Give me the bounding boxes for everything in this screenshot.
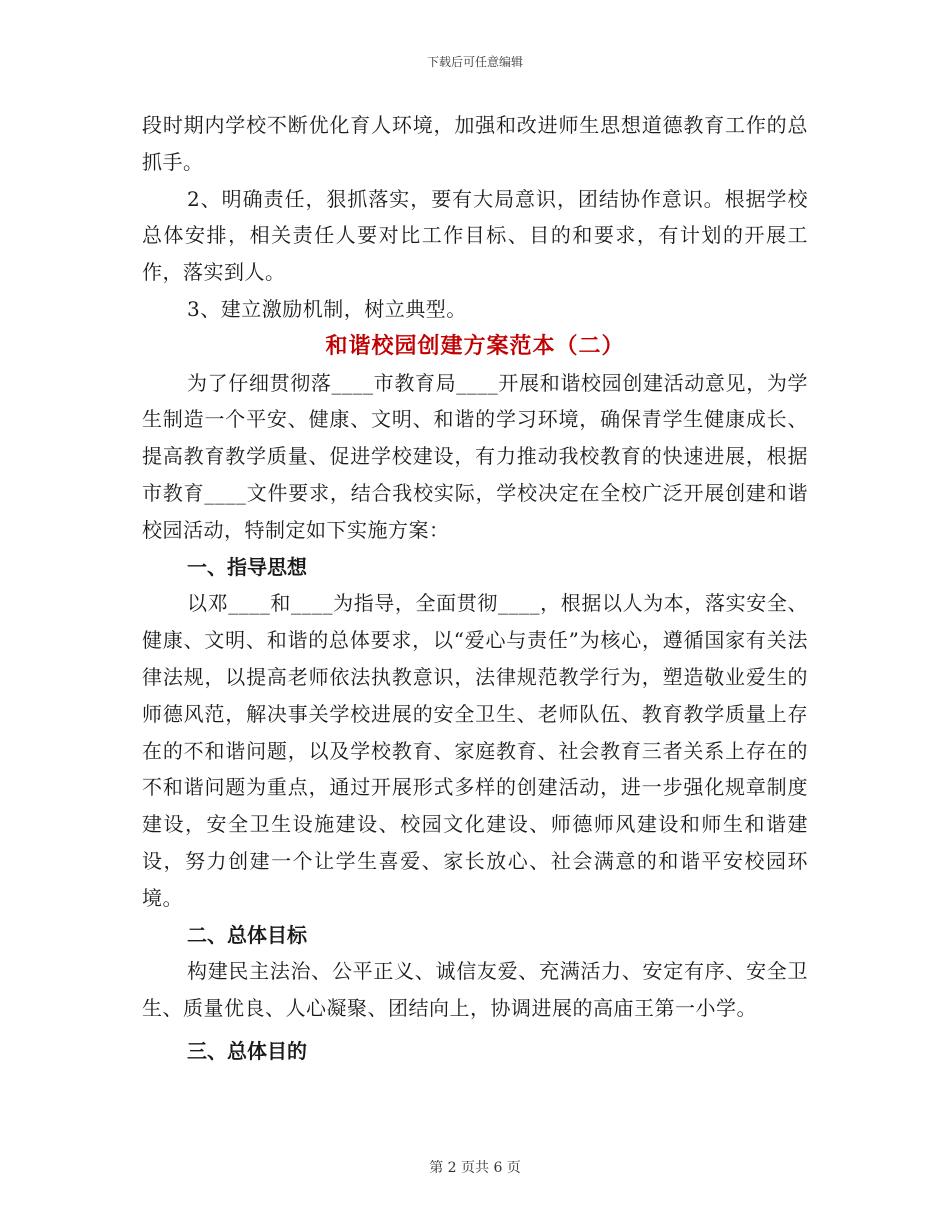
paragraph-item-3: 3、建立激励机制，树立典型。	[187, 296, 467, 321]
paragraph-continuation: 段时期内学校不断优化育人环境，加强和改进师生思想道德教育工作的总抓手。	[142, 113, 808, 174]
section-title: 和谐校园创建方案范本（二）	[325, 332, 625, 359]
heading-guiding-ideology: 一、指导思想	[187, 554, 307, 579]
paragraph-item-2: 2、明确责任，狠抓落实，要有大局意识，团结协作意识。根据学校总体安排，相关责任人要对比工作目标、目的和要求，有计划的开展工作，落实到人。	[142, 186, 808, 285]
page-footer: 第 2 页共 6 页	[429, 1160, 521, 1176]
paragraph-overall-goal: 构建民主法治、公平正义、诚信友爱、充满活力、安定有序、安全卫生、质量优良、人心凝聚、团结向上，协调进展的高庙王第一小学。	[142, 959, 808, 1021]
document-body	[142, 107, 808, 1070]
paragraph-intro: 为了仔细贯彻落____市教育局____开展和谐校园创建活动意见，为学生制造一个平安、健康、文明、和谐的学习环境，确保青学生健康成长、提高教育教学质量、促进学校建设，有力推动我校教育的快速进展，根据市教育____文件要求，结合我校实际，学校决定在全校广泛开展创建和谐校园活动，特制定如下实施方案：	[142, 370, 808, 542]
heading-overall-purpose: 三、总体目的	[187, 1038, 307, 1063]
paragraph-guiding-ideology: 以邓____和____为指导，全面贯彻____，根据以人为本，落实安全、健康、文明、和谐的总体要求，以“爱心与责任”为核心，遵循国家有关法律法规，以提高老师依法执教意识，法律规范教学行为，塑造敬业爱生的师德风范，解决事关学校进展的安全卫生、老师队伍、教育教学质量上存在的不和谐问题，以及学校教育、家庭教育、社会教育三者关系上存在的不和谐问题为重点，通过开展形式多样的创建活动，进一步强化规章制度建设，安全卫生设施建设、校园文化建设、师德师风建设和师生和谐建设，努力创建一个让学生喜爱、家长放心、社会满意的和谐平安校园环境。	[142, 591, 808, 910]
page-header: 下载后可任意编辑	[426, 55, 523, 69]
heading-overall-goal: 二、总体目标	[187, 922, 307, 947]
